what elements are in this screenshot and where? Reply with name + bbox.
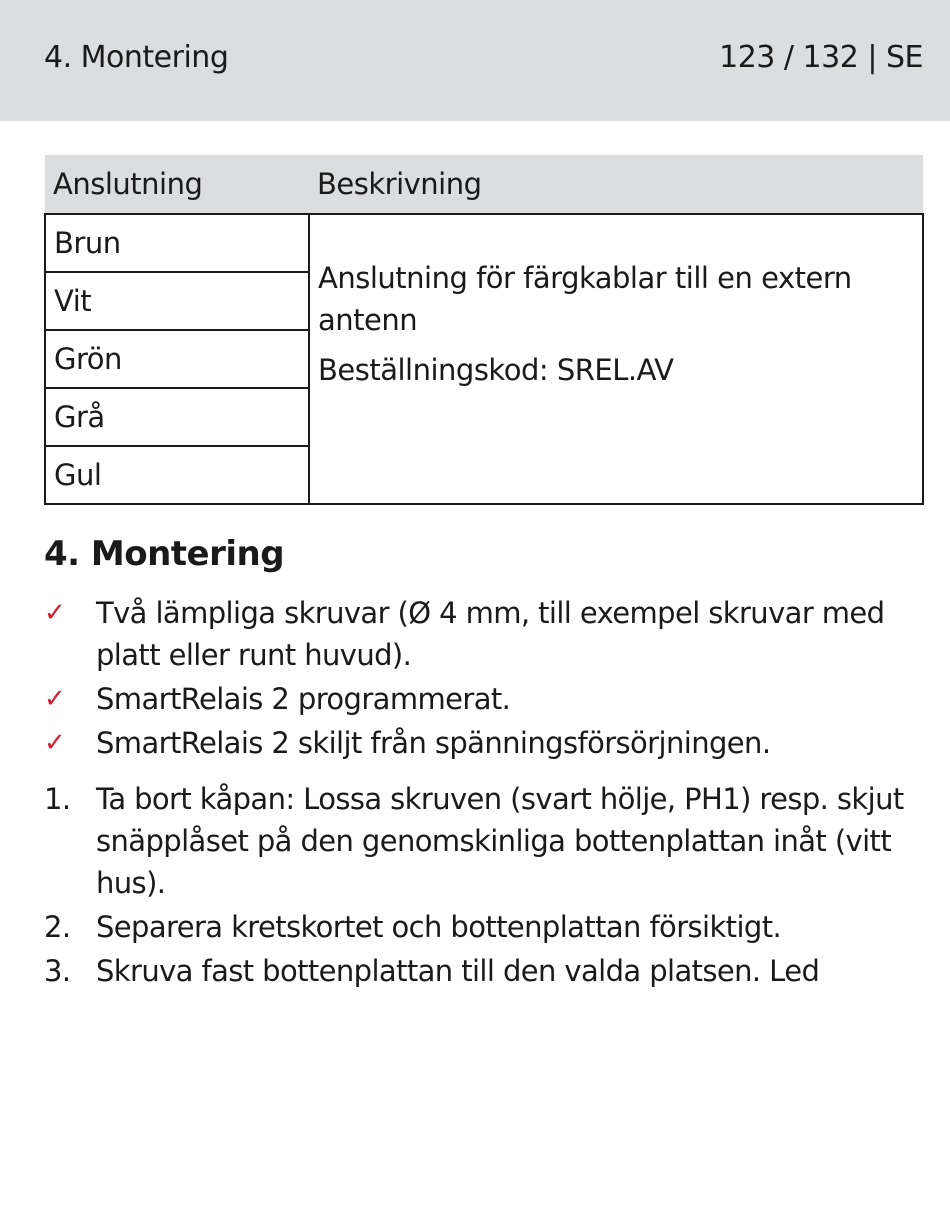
step-number: 1.	[44, 782, 71, 816]
table-cell-connection: Grå	[45, 388, 309, 446]
step-text: Skruva fast bottenplattan till den valda platsen. Led	[96, 954, 820, 988]
table-header-row	[45, 155, 923, 214]
table-row	[45, 214, 923, 272]
header-page-info: 123 / 132 | SE	[719, 40, 923, 75]
step-item	[44, 906, 924, 948]
requirement-item	[44, 722, 924, 764]
table-header-connection: Anslutning	[45, 155, 309, 214]
table-cell-description	[309, 214, 923, 504]
requirement-text: SmartRelais 2 skiljt från spänningsförsörjningen.	[96, 726, 771, 760]
table-cell-connection: Gul	[45, 446, 309, 504]
table-cell-connection: Grön	[45, 330, 309, 388]
connection-table	[44, 155, 924, 505]
step-number: 2.	[44, 910, 71, 944]
step-number: 3.	[44, 954, 71, 988]
section-title: 4. Montering	[44, 534, 285, 574]
check-icon: ✓	[44, 728, 66, 758]
step-item	[44, 778, 924, 904]
description-text: Anslutning för färgkablar till en extern antenn	[318, 261, 852, 337]
step-text: Ta bort kåpan: Lossa skruven (svart hölje, PH1) resp. skjut snäpplåset på den genomskinliga bottenplattan inåt (vitt hus).	[96, 782, 904, 900]
table-cell-connection: Vit	[45, 272, 309, 330]
header-section-title: 4. Montering	[44, 40, 229, 75]
order-code-text: Beställningskod: SREL.AV	[318, 353, 674, 387]
table-header-description: Beskrivning	[309, 155, 923, 214]
page-header	[0, 0, 950, 121]
requirements-list	[44, 592, 924, 766]
step-text: Separera kretskortet och bottenplattan försiktigt.	[96, 910, 782, 944]
requirement-item	[44, 678, 924, 720]
step-item	[44, 950, 924, 992]
table-cell-connection: Brun	[45, 214, 309, 272]
check-icon: ✓	[44, 684, 66, 714]
requirement-text: SmartRelais 2 programmerat.	[96, 682, 511, 716]
steps-list	[44, 778, 924, 994]
requirement-item	[44, 592, 924, 676]
requirement-text: Två lämpliga skruvar (Ø 4 mm, till exempel skruvar med platt eller runt huvud).	[96, 596, 885, 672]
check-icon: ✓	[44, 598, 66, 628]
